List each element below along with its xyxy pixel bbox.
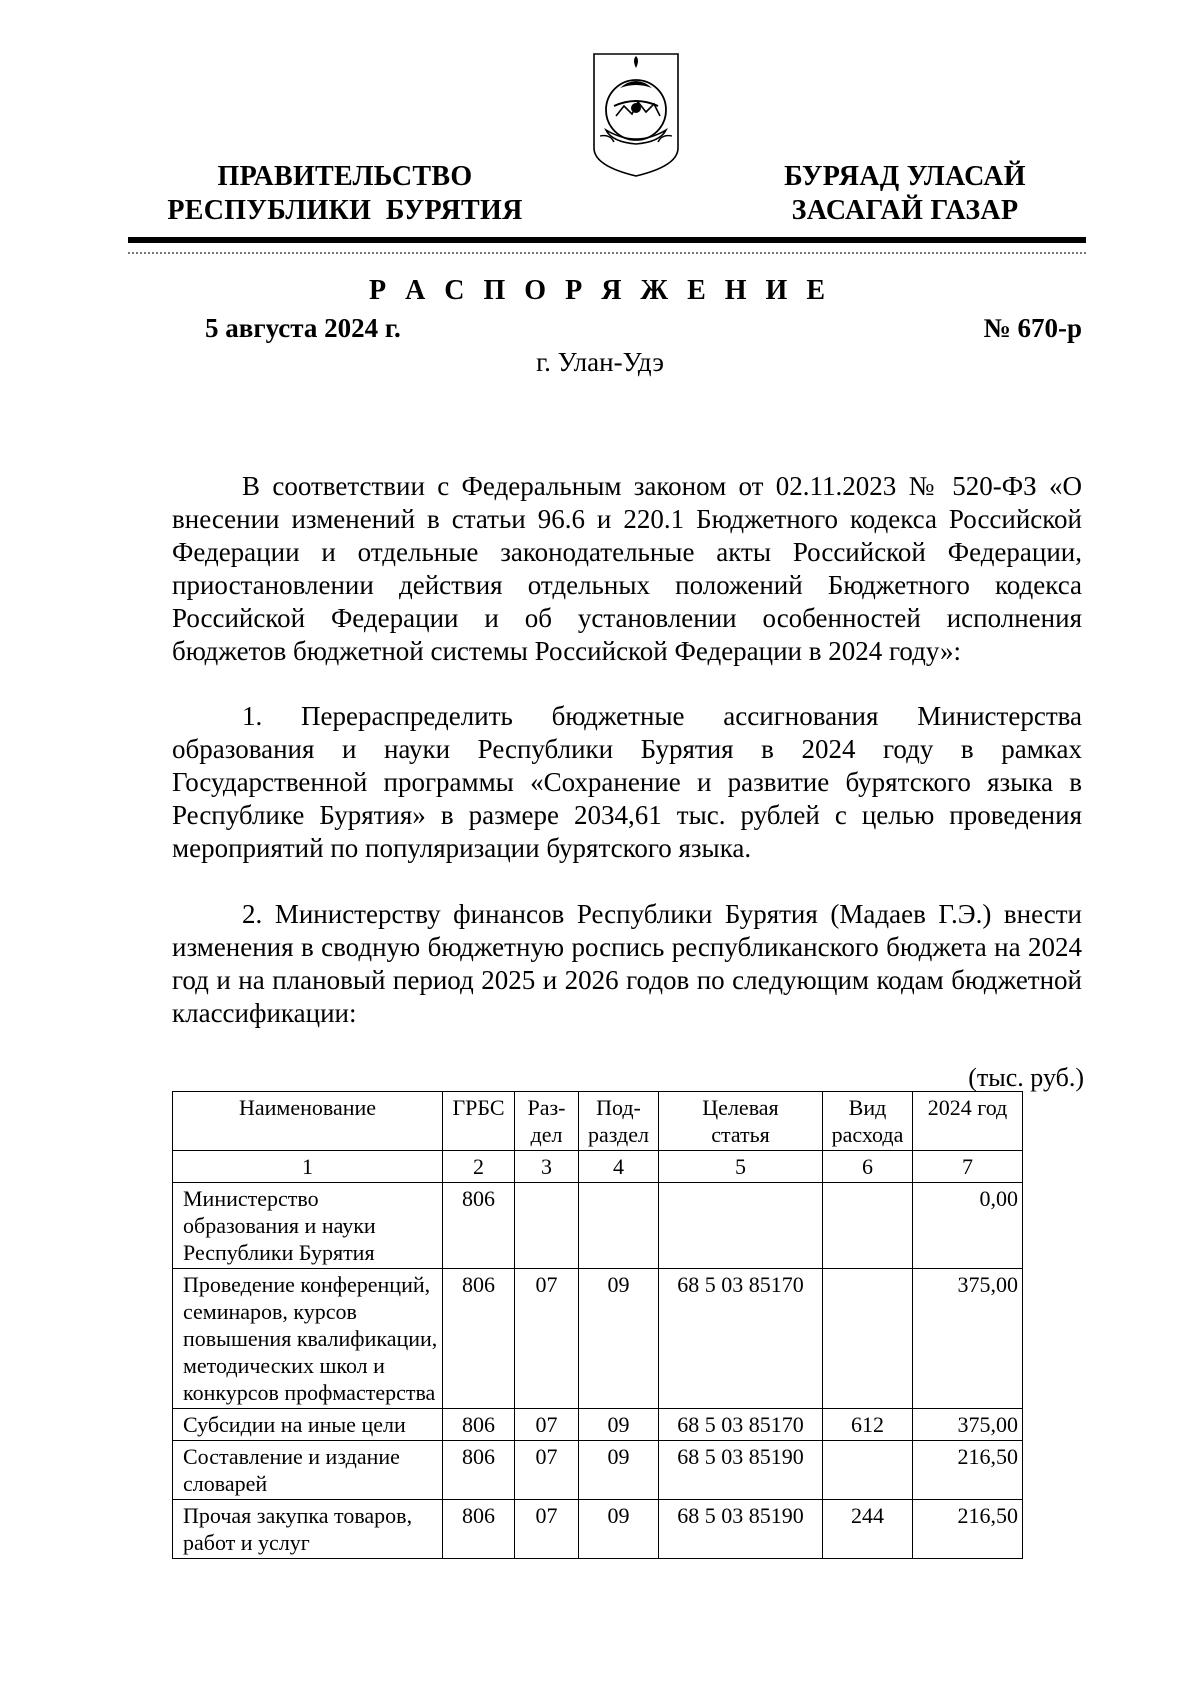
table-column-number-row: [173, 1151, 1023, 1183]
paragraph-intro-text: В соответствии с Федеральным законом от 02.11.2023 № 520-ФЗ «О внесении изменений в статьи 96.6 и 220.1 Бюджетного кодекса Российской Федерации и отдельные законодательные акты Российской Федерации, приостановлении действия отдельных положений Бюджетного кодекса Российской Федерации и об установлении особенностей исполнения бюджетов бюджетной системы Российской Федерации в 2024 году»:: [172, 471, 1082, 666]
paragraph-item-2-text: 2. Министерству финансов Республики Бурятия (Мадаев Г.Э.) внести изменения в сводную бюджетную роспись республиканского бюджета на 2024 год и на плановый период 2025 и 2026 годов по следующим кодам бюджетной классификации:: [172, 899, 1082, 1028]
cell-podrazdel: 09: [579, 1409, 659, 1441]
cell-grbs: 806: [443, 1409, 515, 1441]
table-unit: (тыс. руб.): [968, 1063, 1084, 1092]
column-number-7: 7: [913, 1151, 1023, 1183]
cell-amount: 216,50: [913, 1441, 1023, 1500]
cell-razdel: 07: [515, 1500, 579, 1559]
cell-name: Прочая закупка товаров, работ и услуг: [173, 1500, 443, 1559]
budget-table: [172, 1091, 1023, 1559]
header-vid: Вид расхода: [823, 1092, 913, 1151]
header-razdel: Раз- дел: [515, 1092, 579, 1151]
column-number-3: 3: [515, 1151, 579, 1183]
header-rule-thin: [128, 252, 1086, 254]
org-bu-line2: ЗАСАГАЙ ГАЗАР: [791, 195, 1019, 226]
cell-amount: 375,00: [913, 1409, 1023, 1441]
cell-amount: 375,00: [913, 1269, 1023, 1409]
cell-podrazdel: [579, 1183, 659, 1269]
document-date: 5 августа 2024 г.: [205, 313, 401, 343]
paragraph-item-1: [172, 700, 1082, 865]
column-number-6: 6: [823, 1151, 913, 1183]
cell-vid: [823, 1441, 913, 1500]
cell-vid: [823, 1183, 913, 1269]
cell-article: 68 5 03 85190: [659, 1500, 823, 1559]
cell-razdel: 07: [515, 1409, 579, 1441]
cell-razdel: [515, 1183, 579, 1269]
cell-name: Составление и издание словарей: [173, 1441, 443, 1500]
cell-name: Проведение конференций, семинаров, курсов повышения квалификации, методических школ и конкурсов профмастерства: [173, 1269, 443, 1409]
table-row: [173, 1183, 1023, 1269]
column-number-5: 5: [659, 1151, 823, 1183]
column-number-1: 1: [173, 1151, 443, 1183]
table-row: [173, 1500, 1023, 1559]
cell-article: [659, 1183, 823, 1269]
table-row: [173, 1269, 1023, 1409]
cell-podrazdel: 09: [579, 1441, 659, 1500]
cell-name: Министерство образования и науки Республики Бурятия: [173, 1183, 443, 1269]
paragraph-item-2: [172, 898, 1082, 1030]
column-number-2: 2: [443, 1151, 515, 1183]
cell-vid: [823, 1269, 913, 1409]
org-ru-line2: РЕСПУБЛИКИ БУРЯТИЯ: [167, 195, 523, 226]
org-ru-line1: ПРАВИТЕЛЬСТВО: [217, 161, 473, 192]
header-rule-thick: [128, 237, 1086, 243]
table-row: [173, 1441, 1023, 1500]
cell-podrazdel: 09: [579, 1500, 659, 1559]
table-row: [173, 1409, 1023, 1441]
cell-podrazdel: 09: [579, 1269, 659, 1409]
cell-razdel: 07: [515, 1269, 579, 1409]
document-number: № 670-р: [983, 313, 1082, 343]
column-number-4: 4: [579, 1151, 659, 1183]
document-title: Р А С П О Р Я Ж Е Н И Е: [368, 275, 832, 306]
header-name: Наименование: [173, 1092, 443, 1151]
cell-vid: 244: [823, 1500, 913, 1559]
header-amount: 2024 год: [913, 1092, 1023, 1151]
cell-amount: 216,50: [913, 1500, 1023, 1559]
header-podrazdel: Под- раздел: [579, 1092, 659, 1151]
header-grbs: ГРБС: [443, 1092, 515, 1151]
cell-article: 68 5 03 85170: [659, 1409, 823, 1441]
coat-of-arms-icon: [590, 48, 682, 180]
table-body: [173, 1183, 1023, 1559]
cell-article: 68 5 03 85170: [659, 1269, 823, 1409]
cell-vid: 612: [823, 1409, 913, 1441]
table-header-row: [173, 1092, 1023, 1151]
paragraph-intro: [172, 470, 1082, 668]
document-city: г. Улан-Удэ: [536, 347, 664, 377]
organization-name-bu: [760, 160, 1050, 228]
cell-grbs: 806: [443, 1183, 515, 1269]
header-article: Целевая статья: [659, 1092, 823, 1151]
cell-grbs: 806: [443, 1441, 515, 1500]
paragraph-item-1-text: 1. Перераспределить бюджетные ассигнования Министерства образования и науки Республики Бурятия в 2024 году в рамках Государственной программы «Сохранение и развитие бурятского языка в Республике Бурятия» в размере 2034,61 тыс. рублей с целью проведения мероприятий по популяризации бурятского языка.: [172, 701, 1082, 863]
cell-amount: 0,00: [913, 1183, 1023, 1269]
org-bu-line1: БУРЯАД УЛАСАЙ: [784, 161, 1026, 192]
cell-grbs: 806: [443, 1269, 515, 1409]
organization-name-ru: [160, 160, 530, 228]
cell-name: Субсидии на иные цели: [173, 1409, 443, 1441]
cell-article: 68 5 03 85190: [659, 1441, 823, 1500]
cell-razdel: 07: [515, 1441, 579, 1500]
cell-grbs: 806: [443, 1500, 515, 1559]
